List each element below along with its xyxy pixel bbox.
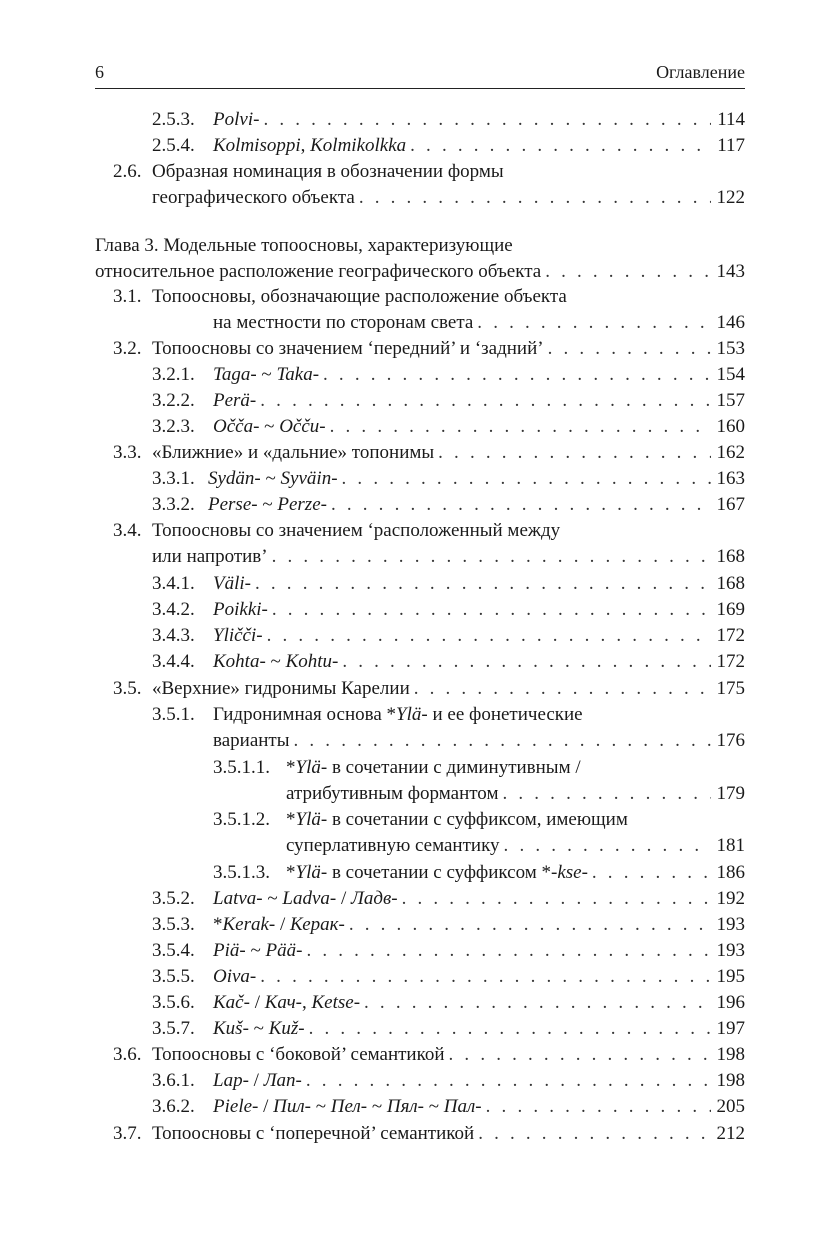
dot-leader <box>364 990 710 1016</box>
toc-title-italic: Лап- <box>263 1070 302 1091</box>
toc-title-italic: Lap- <box>213 1070 249 1091</box>
toc-page-number: 169 <box>716 599 745 620</box>
toc-line <box>152 133 745 159</box>
dot-leader <box>414 676 711 702</box>
toc-title-italic: Perze- <box>277 494 327 515</box>
toc-title <box>213 362 319 388</box>
toc-title-text: «Верхние» гидронимы Карелии <box>152 678 410 699</box>
toc-page-number: 195 <box>716 966 745 987</box>
toc-title-continued: атрибутивным формантом <box>286 783 499 804</box>
toc-page-number: 175 <box>716 678 745 699</box>
toc-title-italic: Kuš- <box>213 1018 249 1039</box>
toc-title <box>152 440 434 466</box>
dot-leader <box>331 492 711 518</box>
toc-title-text: / <box>275 914 291 935</box>
toc-title-italic: Latva- <box>213 888 263 909</box>
toc-title <box>213 886 398 912</box>
toc-page-number: 179 <box>716 783 745 804</box>
toc-title-italic: Kohtu- <box>285 651 339 672</box>
dot-leader <box>486 1094 711 1120</box>
toc-title <box>213 1068 302 1094</box>
dot-leader <box>349 912 711 938</box>
toc-section-number: 3.5. <box>113 678 142 699</box>
toc-page-number: 198 <box>716 1044 745 1065</box>
toc-line <box>152 623 745 649</box>
toc-title-text: , <box>300 135 311 156</box>
toc-title-text: / <box>258 1096 274 1117</box>
toc-section-number: 3.5.5. <box>152 966 195 987</box>
toc-title-text: / <box>336 888 351 909</box>
toc-line <box>152 702 745 728</box>
dot-leader <box>502 781 710 807</box>
toc-page-number: 193 <box>716 914 745 935</box>
toc-title <box>208 466 338 492</box>
page-number: 6 <box>95 62 104 82</box>
toc-title-italic: Yličči- <box>213 625 263 646</box>
toc-title <box>213 133 406 159</box>
toc-page-number: 196 <box>716 992 745 1013</box>
dot-leader <box>263 107 711 133</box>
toc-section-number: 3.5.7. <box>152 1018 195 1039</box>
toc-line <box>152 597 745 623</box>
toc-line <box>152 938 745 964</box>
toc-title-continued: географического объекта <box>152 187 355 208</box>
toc-title-italic: Керак- <box>290 914 345 935</box>
toc-title-italic: Polvi- <box>213 109 260 130</box>
dot-leader <box>255 571 711 597</box>
toc-section-number: 3.5.4. <box>152 940 195 961</box>
toc-line <box>152 1068 745 1094</box>
toc-title-text: / <box>248 1070 264 1091</box>
toc-line <box>113 284 745 310</box>
toc-title-italic: Пял- <box>386 1096 425 1117</box>
toc-title-text: * <box>286 862 296 883</box>
toc-title-italic: Oččи- <box>279 416 326 437</box>
toc-title-text: Топоосновы со значением ‘передний’ и ‘задний’ <box>152 338 544 359</box>
toc-line <box>152 107 745 133</box>
toc-title-italic: Пил- <box>273 1096 311 1117</box>
toc-section-number: 3.5.1. <box>152 704 195 725</box>
toc-line <box>152 466 745 492</box>
toc-title-text: ~ <box>248 1018 269 1039</box>
toc-title-continued: суперлативную семантику <box>286 835 500 856</box>
toc-title-italic: Perä- <box>213 390 257 411</box>
toc-title-text: в сочетании с суффиксом *- <box>327 862 558 883</box>
toc-page-number: 162 <box>716 442 745 463</box>
toc-line <box>152 414 745 440</box>
toc-title-text: ~ <box>260 468 281 489</box>
toc-page-number: 168 <box>716 546 745 567</box>
toc-page-number: 117 <box>717 135 745 156</box>
toc-title-text: / <box>249 992 265 1013</box>
toc-section-number: 3.6.1. <box>152 1070 195 1091</box>
toc-title-text: ~ <box>424 1096 444 1117</box>
toc-title-text: * <box>213 914 223 935</box>
dot-leader <box>260 964 710 990</box>
toc-page-number: 205 <box>716 1096 745 1117</box>
toc-title-italic: Ylä- <box>295 757 328 778</box>
toc-page-number: 153 <box>716 338 745 359</box>
toc-section-number: 3.5.1.2. <box>213 809 270 830</box>
toc-page-number: 122 <box>716 187 745 208</box>
toc-title-italic: Кач- <box>264 992 302 1013</box>
toc-title <box>286 860 588 886</box>
dot-leader <box>477 310 710 336</box>
dot-leader <box>402 886 711 912</box>
toc-title-text: Топоосновы с ‘поперечной’ семантикой <box>152 1123 475 1144</box>
toc-title-italic: Perse- <box>208 494 258 515</box>
toc-line <box>152 492 745 518</box>
toc-title <box>213 1016 305 1042</box>
toc-title <box>213 702 583 728</box>
dot-leader <box>342 649 710 675</box>
dot-leader <box>359 185 711 211</box>
toc-title-italic: Kuž- <box>268 1018 305 1039</box>
toc-title-text: ~ <box>259 416 280 437</box>
toc-title <box>213 649 338 675</box>
toc-page-number: 186 <box>716 862 745 883</box>
toc-title-continued: варианты <box>213 730 290 751</box>
toc-page-number: 146 <box>716 312 745 333</box>
toc-section-number: 3.3.2. <box>152 494 195 515</box>
toc-title-continued: на местности по сторонам света <box>213 312 474 333</box>
toc-section-number: 2.6. <box>113 161 142 182</box>
toc-section-number: 3.5.3. <box>152 914 195 935</box>
toc-title-italic: Taga- <box>213 364 257 385</box>
toc-section-number: 3.1. <box>113 286 142 307</box>
toc-title-text: Образная номинация в обозначении формы <box>152 161 504 182</box>
toc-line <box>152 990 745 1016</box>
toc-title <box>286 755 581 781</box>
toc-page-number: 198 <box>716 1070 745 1091</box>
toc-section-number: 3.4.2. <box>152 599 195 620</box>
toc-title-italic: Kolmisoppi <box>213 135 301 156</box>
toc-title-italic: Пал- <box>443 1096 482 1117</box>
toc-page-number: 160 <box>716 416 745 437</box>
dot-leader <box>330 414 711 440</box>
toc-title-italic: Piä- <box>213 940 246 961</box>
toc-title-italic: Пел- <box>330 1096 368 1117</box>
toc-section-number: 3.5.1.1. <box>213 757 270 778</box>
toc-title-italic: Ylä- <box>295 862 328 883</box>
toc-title-italic: Taka- <box>276 364 320 385</box>
toc-title <box>213 990 360 1016</box>
toc-section-number: 3.3.1. <box>152 468 195 489</box>
toc-title-text: ~ <box>310 1096 331 1117</box>
toc-title <box>152 518 560 544</box>
running-title: Оглавление <box>656 62 745 82</box>
toc-section-number: 3.4. <box>113 520 142 541</box>
toc-title-italic: Väli- <box>213 573 251 594</box>
toc-line <box>213 807 745 833</box>
dot-leader <box>260 388 710 414</box>
toc-line <box>152 649 745 675</box>
toc-title <box>152 159 504 185</box>
toc-page-number: 114 <box>717 109 745 130</box>
toc-title-continued: или напротив’ <box>152 546 268 567</box>
toc-title <box>213 388 256 414</box>
toc-title-text: * <box>286 757 296 778</box>
toc-title-italic: Syväin- <box>280 468 338 489</box>
toc-title <box>152 284 567 310</box>
dot-leader <box>410 133 711 159</box>
toc-line <box>95 233 745 259</box>
dot-leader <box>272 544 711 570</box>
toc-title-italic: Kohta- <box>213 651 266 672</box>
dot-leader <box>504 833 711 859</box>
toc-title-italic: Ладв- <box>351 888 398 909</box>
toc-title-italic: kse- <box>557 862 588 883</box>
toc-title-italic: Oiva- <box>213 966 257 987</box>
toc-title-text: ~ <box>262 888 283 909</box>
dot-leader <box>309 1016 711 1042</box>
toc-line <box>113 159 745 185</box>
toc-title <box>213 1094 482 1120</box>
toc-section-number: 3.5.2. <box>152 888 195 909</box>
toc-line <box>213 860 745 886</box>
toc-title-italic: Kač- <box>213 992 250 1013</box>
toc-title-text: «Ближние» и «дальние» топонимы <box>152 442 435 463</box>
toc-section-number: 3.3. <box>113 442 142 463</box>
toc-page-number: 176 <box>716 730 745 751</box>
toc-line <box>152 964 745 990</box>
toc-line-continued <box>95 259 745 285</box>
toc-page-number: 157 <box>716 390 745 411</box>
toc-title <box>208 492 327 518</box>
toc-title-text: ~ <box>265 651 286 672</box>
toc-line <box>113 518 745 544</box>
header-rule <box>95 88 745 89</box>
toc-page-number: 197 <box>716 1018 745 1039</box>
toc-line <box>152 571 745 597</box>
toc-line-continued <box>286 833 745 859</box>
dot-leader <box>267 623 711 649</box>
dot-leader <box>306 938 710 964</box>
dot-leader <box>438 440 710 466</box>
toc-line-continued <box>286 781 745 807</box>
toc-line <box>113 440 745 466</box>
toc-section-number: 3.6. <box>113 1044 142 1065</box>
toc-line <box>113 1121 745 1147</box>
toc-title-text: Топоосновы с ‘боковой’ семантикой <box>152 1044 445 1065</box>
toc-title-text: ~ <box>245 940 266 961</box>
toc-title-continued: относительное расположение географического объекта <box>95 261 542 282</box>
toc-page-number: 168 <box>716 573 745 594</box>
toc-section-number: 3.2. <box>113 338 142 359</box>
toc-title-text: Топоосновы со значением ‘расположенный между <box>152 520 561 541</box>
dot-leader <box>545 259 710 285</box>
toc-title <box>213 597 268 623</box>
toc-section-number: 3.4.4. <box>152 651 195 672</box>
dot-leader <box>548 336 711 362</box>
toc-line <box>113 676 745 702</box>
toc-title-italic: Ketse- <box>311 992 361 1013</box>
toc-line <box>113 1042 745 1068</box>
toc-title-italic: Piele- <box>213 1096 259 1117</box>
toc-title <box>152 336 544 362</box>
toc-title-italic: Oččа- <box>213 416 260 437</box>
toc-title-text: в сочетании с суффиксом, имеющим <box>327 809 628 830</box>
toc-title-italic: Kerak- <box>222 914 276 935</box>
toc-title <box>213 623 263 649</box>
toc-line-continued <box>152 544 745 570</box>
toc-page-number: 192 <box>716 888 745 909</box>
toc-line <box>152 388 745 414</box>
toc-title-italic: Poikki- <box>213 599 268 620</box>
toc-title-text: Гидронимная основа * <box>213 704 397 725</box>
toc-page-number: 181 <box>716 835 745 856</box>
toc-title-text: в сочетании с диминутивным / <box>327 757 581 778</box>
toc-section-number: 3.2.3. <box>152 416 195 437</box>
toc-section-number: 2.5.3. <box>152 109 195 130</box>
toc-section-number: 3.6.2. <box>152 1096 195 1117</box>
toc-line <box>213 755 745 781</box>
toc-line-continued <box>213 310 745 336</box>
toc-page-number: 163 <box>716 468 745 489</box>
dot-leader <box>449 1042 711 1068</box>
toc-section-number: 3.4.3. <box>152 625 195 646</box>
toc-title-italic: Sydän- <box>208 468 261 489</box>
toc-title <box>213 912 345 938</box>
toc-page-number: 143 <box>716 261 745 282</box>
toc-title <box>152 1121 474 1147</box>
toc-page-number: 172 <box>716 625 745 646</box>
toc-title-italic: Ladva- <box>282 888 337 909</box>
toc-title-italic: Pää- <box>265 940 303 961</box>
toc-title-italic: Kolmikolkka <box>310 135 407 156</box>
toc-title-text: ~ <box>257 494 278 515</box>
dot-leader <box>478 1121 710 1147</box>
toc-title <box>152 1042 445 1068</box>
toc-title-text: и ее фонетические <box>427 704 583 725</box>
toc-title <box>213 414 326 440</box>
toc-page-number: 193 <box>716 940 745 961</box>
toc-line-continued <box>152 185 745 211</box>
toc-title <box>286 807 628 833</box>
toc-title-text: Глава 3. Модельные топоосновы, характеризующие <box>95 235 513 256</box>
dot-leader <box>306 1068 711 1094</box>
toc-title <box>213 107 259 133</box>
toc-line <box>152 912 745 938</box>
toc-title-text: , <box>301 992 312 1013</box>
toc-title-text: ~ <box>367 1096 387 1117</box>
toc-section-number: 3.5.6. <box>152 992 195 1013</box>
dot-leader <box>294 728 711 754</box>
toc-page-number: 154 <box>716 364 745 385</box>
toc-title <box>213 571 251 597</box>
toc-section-number: 3.7. <box>113 1123 142 1144</box>
toc-title-italic: Ylä- <box>295 809 328 830</box>
toc-line <box>152 362 745 388</box>
toc-title <box>213 964 256 990</box>
dot-leader <box>272 597 711 623</box>
toc-title <box>213 938 302 964</box>
toc-line-continued <box>213 728 745 754</box>
toc-title <box>152 676 410 702</box>
toc-line <box>152 1094 745 1120</box>
toc-title-italic: Ylä- <box>396 704 428 725</box>
dot-leader <box>323 362 710 388</box>
toc-line <box>113 336 745 362</box>
dot-leader <box>592 860 711 886</box>
toc-section-number: 3.2.1. <box>152 364 195 385</box>
toc-line <box>152 886 745 912</box>
toc-section-number: 3.5.1.3. <box>213 862 270 883</box>
toc-section-number: 2.5.4. <box>152 135 195 156</box>
running-header <box>95 60 745 84</box>
toc-line <box>152 1016 745 1042</box>
dot-leader <box>342 466 711 492</box>
toc-title-text: * <box>286 809 296 830</box>
toc-section-number: 3.4.1. <box>152 573 195 594</box>
toc-section-number: 3.2.2. <box>152 390 195 411</box>
toc-page-number: 172 <box>716 651 745 672</box>
toc-title <box>95 233 513 259</box>
toc-page-number: 167 <box>716 494 745 515</box>
toc-title-text: ~ <box>256 364 277 385</box>
toc-title-text: Топоосновы, обозначающие расположение объекта <box>152 286 567 307</box>
toc-page-number: 212 <box>716 1123 745 1144</box>
